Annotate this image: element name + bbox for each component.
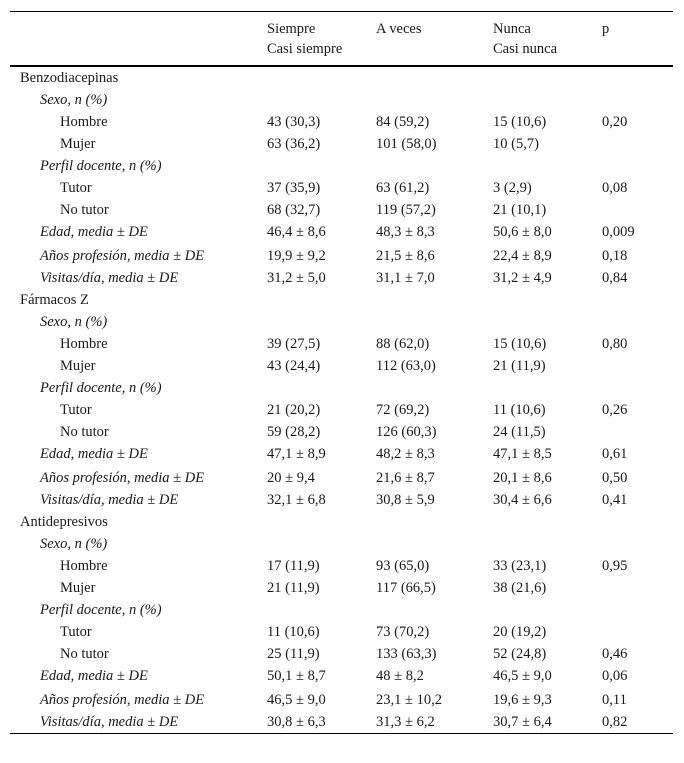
cell-p-value [602, 355, 673, 377]
cell-siempre: 43 (24,4) [267, 358, 321, 374]
cell-siempre: 68 (32,7) [267, 202, 321, 218]
table-row [10, 267, 673, 289]
cell-siempre: 39 (27,5) [267, 336, 321, 352]
table-row [10, 111, 673, 133]
table-row [10, 421, 673, 443]
cell-a-veces: 23,1 ± 10,2 [376, 692, 442, 708]
cell-a-veces: 101 (58,0) [376, 136, 437, 152]
cell-siempre: 63 (36,2) [267, 136, 321, 152]
cell-p-value [602, 155, 673, 177]
row-category-label: Hombre [60, 114, 108, 130]
table-row [10, 555, 673, 577]
row-variable-label: Perfil docente, n (%) [40, 158, 162, 174]
row-variable-label: Visitas/día, media ± DE [40, 492, 179, 508]
table-row [10, 689, 673, 711]
cell-siempre: 21 (20,2) [267, 402, 321, 418]
row-category-label: Tutor [60, 402, 92, 418]
cell-a-veces: 133 (63,3) [376, 646, 437, 662]
cell-nunca [493, 533, 602, 555]
table-row [10, 443, 673, 467]
table-row [10, 333, 673, 355]
cell-p-value: 0,41 [602, 492, 628, 508]
empty-cell [376, 289, 493, 311]
empty-cell [376, 511, 493, 533]
cell-nunca [493, 599, 602, 621]
cell-a-veces: 21,5 ± 8,6 [376, 248, 435, 264]
empty-cell [493, 66, 602, 89]
table-row [10, 311, 673, 333]
row-category-label: Tutor [60, 624, 92, 640]
header-siempre-line2: Casi siempre [267, 41, 343, 57]
header-nunca-line2: Casi nunca [493, 41, 558, 57]
cell-nunca: 15 (10,6) [493, 336, 547, 352]
cell-nunca [493, 155, 602, 177]
header-empty-cell [10, 12, 267, 67]
table-row [10, 599, 673, 621]
cell-nunca: 50,6 ± 8,0 [493, 224, 552, 240]
row-category-label: No tutor [60, 424, 109, 440]
cell-a-veces: 48,2 ± 8,3 [376, 446, 435, 462]
cell-nunca: 47,1 ± 8,5 [493, 446, 552, 462]
header-siempre-line1: Siempre [267, 21, 316, 37]
table-body [10, 66, 673, 734]
table-row [10, 665, 673, 689]
cell-siempre: 32,1 ± 6,8 [267, 492, 326, 508]
cell-p-value [602, 199, 673, 221]
cell-nunca: 21 (10,1) [493, 202, 547, 218]
empty-cell [267, 289, 376, 311]
cell-a-veces: 63 (61,2) [376, 180, 430, 196]
cell-siempre [267, 377, 376, 399]
empty-cell [376, 66, 493, 89]
row-variable-label: Visitas/día, media ± DE [40, 270, 179, 286]
row-category-label: Mujer [60, 580, 96, 596]
section-row-antidepresivos [10, 511, 673, 533]
cell-a-veces: 21,6 ± 8,7 [376, 470, 435, 486]
row-category-label: Hombre [60, 336, 108, 352]
table-row [10, 177, 673, 199]
section-title: Antidepresivos [20, 514, 108, 530]
cell-a-veces: 48 ± 8,2 [376, 668, 424, 684]
cell-nunca [493, 89, 602, 111]
cell-a-veces: 48,3 ± 8,3 [376, 224, 435, 240]
cell-a-veces: 88 (62,0) [376, 336, 430, 352]
cell-p-value [602, 133, 673, 155]
empty-cell [267, 511, 376, 533]
row-category-label: No tutor [60, 202, 109, 218]
row-variable-label: Edad, media ± DE [40, 224, 148, 240]
cell-a-veces [376, 311, 493, 333]
cell-p-value [602, 311, 673, 333]
table-row [10, 577, 673, 599]
row-variable-label: Años profesión, media ± DE [40, 470, 205, 486]
table-row [10, 399, 673, 421]
header-p-label: p [602, 21, 610, 37]
cell-siempre: 31,2 ± 5,0 [267, 270, 326, 286]
cell-p-value [602, 377, 673, 399]
cell-nunca: 3 (2,9) [493, 180, 532, 196]
cell-siempre [267, 599, 376, 621]
cell-a-veces: 31,1 ± 7,0 [376, 270, 435, 286]
cell-nunca: 15 (10,6) [493, 114, 547, 130]
table-header [10, 12, 673, 67]
empty-cell [267, 66, 376, 89]
cell-p-value: 0,009 [602, 224, 635, 240]
cell-nunca: 30,4 ± 6,6 [493, 492, 552, 508]
row-category-label: No tutor [60, 646, 109, 662]
cell-nunca: 33 (23,1) [493, 558, 547, 574]
cell-siempre: 30,8 ± 6,3 [267, 711, 376, 734]
row-variable-label: Edad, media ± DE [40, 446, 148, 462]
cell-siempre: 46,4 ± 8,6 [267, 224, 326, 240]
cell-p-value: 0,08 [602, 180, 628, 196]
cell-a-veces: 93 (65,0) [376, 558, 430, 574]
cell-siempre: 50,1 ± 8,7 [267, 668, 326, 684]
row-category-label: Mujer [60, 136, 96, 152]
cell-p-value [602, 89, 673, 111]
cell-a-veces [376, 89, 493, 111]
cell-a-veces: 117 (66,5) [376, 580, 436, 596]
row-category-label: Mujer [60, 358, 96, 374]
cell-a-veces [376, 377, 493, 399]
table-row [10, 133, 673, 155]
section-title: Fármacos Z [20, 292, 89, 308]
cell-nunca: 30,7 ± 6,4 [493, 711, 602, 734]
header-a-veces-line1: A veces [376, 21, 422, 37]
empty-cell [602, 66, 673, 89]
cell-nunca [493, 311, 602, 333]
row-variable-label: Sexo, n (%) [40, 92, 108, 108]
row-variable-label: Visitas/día, media ± DE [10, 711, 267, 734]
cell-a-veces: 112 (63,0) [376, 358, 436, 374]
cell-nunca: 31,2 ± 4,9 [493, 270, 552, 286]
cell-siempre: 46,5 ± 9,0 [267, 692, 326, 708]
table-row [10, 711, 673, 734]
row-variable-label: Perfil docente, n (%) [40, 380, 162, 396]
cell-a-veces: 31,3 ± 6,2 [376, 711, 493, 734]
header-p [602, 12, 673, 67]
header-siempre [267, 12, 376, 67]
table-row [10, 199, 673, 221]
cell-p-value: 0,11 [602, 692, 627, 708]
header-row [10, 12, 673, 67]
cell-a-veces: 73 (70,2) [376, 624, 430, 640]
cell-siempre: 20 ± 9,4 [267, 470, 315, 486]
cell-siempre [267, 533, 376, 555]
cell-p-value: 0,20 [602, 114, 628, 130]
cell-p-value: 0,80 [602, 336, 628, 352]
table-row [10, 621, 673, 643]
row-variable-label: Perfil docente, n (%) [40, 602, 162, 618]
cell-siempre: 11 (10,6) [267, 624, 320, 640]
cell-nunca: 24 (11,5) [493, 424, 546, 440]
header-nunca-line1: Nunca [493, 21, 531, 37]
cell-nunca: 21 (11,9) [493, 358, 546, 374]
table-row [10, 467, 673, 489]
row-variable-label: Sexo, n (%) [40, 314, 108, 330]
cell-a-veces [376, 599, 493, 621]
cell-p-value [602, 421, 673, 443]
cell-p-value [602, 621, 673, 643]
cell-nunca: 20,1 ± 8,6 [493, 470, 552, 486]
cell-a-veces: 30,8 ± 5,9 [376, 492, 435, 508]
cell-siempre: 43 (30,3) [267, 114, 321, 130]
table-row [10, 89, 673, 111]
cell-nunca: 19,6 ± 9,3 [493, 692, 552, 708]
cell-p-value: 0,82 [602, 711, 673, 734]
cell-a-veces [376, 155, 493, 177]
cell-p-value: 0,84 [602, 270, 628, 286]
cell-siempre: 37 (35,9) [267, 180, 321, 196]
cell-a-veces [376, 533, 493, 555]
row-variable-label: Sexo, n (%) [40, 536, 108, 552]
empty-cell [602, 289, 673, 311]
cell-a-veces: 126 (60,3) [376, 424, 437, 440]
row-variable-label: Edad, media ± DE [40, 668, 148, 684]
cell-p-value: 0,50 [602, 470, 628, 486]
table-row [10, 221, 673, 245]
cell-p-value: 0,18 [602, 248, 628, 264]
row-category-label: Tutor [60, 180, 92, 196]
cell-nunca: 22,4 ± 8,9 [493, 248, 552, 264]
cell-nunca: 38 (21,6) [493, 580, 547, 596]
cell-p-value: 0,26 [602, 402, 628, 418]
cell-siempre: 59 (28,2) [267, 424, 321, 440]
table-row [10, 155, 673, 177]
cell-a-veces: 84 (59,2) [376, 114, 430, 130]
cell-siempre [267, 89, 376, 111]
cell-nunca: 52 (24,8) [493, 646, 547, 662]
cell-a-veces: 119 (57,2) [376, 202, 436, 218]
table-row [10, 643, 673, 665]
row-variable-label: Años profesión, media ± DE [40, 692, 205, 708]
cell-p-value [602, 599, 673, 621]
cell-p-value: 0,61 [602, 446, 628, 462]
section-row-benzodiacepinas [10, 66, 673, 89]
cell-nunca: 46,5 ± 9,0 [493, 668, 552, 684]
table-row [10, 489, 673, 511]
table-row [10, 355, 673, 377]
table-row [10, 245, 673, 267]
cell-siempre: 19,9 ± 9,2 [267, 248, 326, 264]
table-row [10, 377, 673, 399]
cell-siempre [267, 311, 376, 333]
cell-a-veces: 72 (69,2) [376, 402, 430, 418]
section-title: Benzodiacepinas [20, 70, 119, 86]
header-nunca [493, 12, 602, 67]
cell-p-value [602, 577, 673, 599]
cell-p-value: 0,06 [602, 668, 628, 684]
table-row [10, 533, 673, 555]
cell-siempre [267, 155, 376, 177]
empty-cell [602, 511, 673, 533]
cell-siempre: 25 (11,9) [267, 646, 320, 662]
cell-nunca: 10 (5,7) [493, 136, 539, 152]
cell-nunca: 11 (10,6) [493, 402, 546, 418]
header-a-veces [376, 12, 493, 67]
row-category-label: Hombre [60, 558, 108, 574]
cell-siempre: 47,1 ± 8,9 [267, 446, 326, 462]
cell-p-value: 0,95 [602, 558, 628, 574]
cell-p-value: 0,46 [602, 646, 628, 662]
cell-nunca [493, 377, 602, 399]
cell-nunca: 20 (19,2) [493, 624, 547, 640]
data-table [10, 11, 673, 734]
row-variable-label: Años profesión, media ± DE [40, 248, 205, 264]
section-row-farmacos-z [10, 289, 673, 311]
cell-p-value [602, 533, 673, 555]
cell-siempre: 17 (11,9) [267, 558, 320, 574]
empty-cell [493, 511, 602, 533]
empty-cell [493, 289, 602, 311]
cell-siempre: 21 (11,9) [267, 580, 320, 596]
